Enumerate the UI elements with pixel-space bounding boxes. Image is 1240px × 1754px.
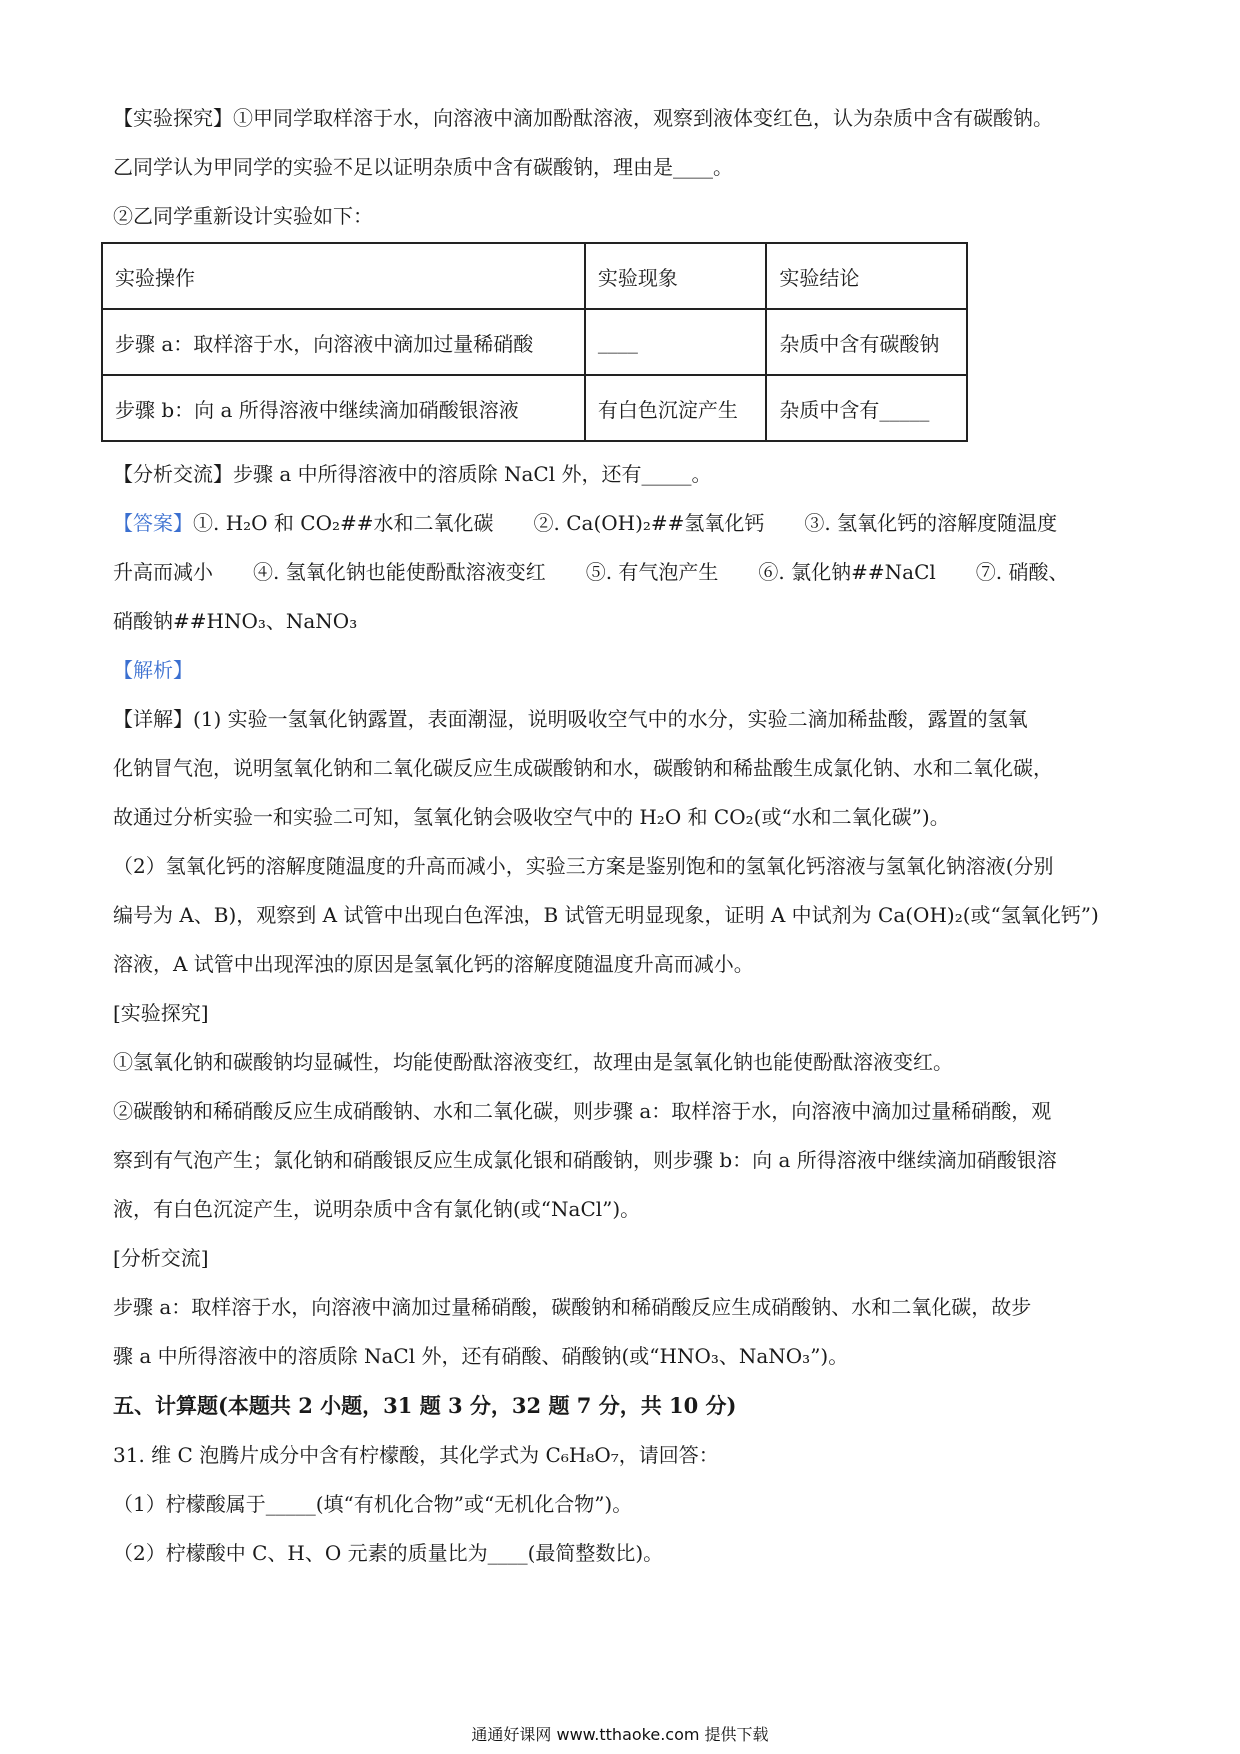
detail-line: 液，有白色沉淀产生，说明杂质中含有氯化钠(或“NaCl”)。 — [113, 1197, 641, 1221]
table-header-cell: 实验结论 — [766, 243, 967, 309]
question-31-part-1: （1）柠檬酸属于_____(填“有机化合物”或“无机化合物”)。 — [113, 1492, 633, 1516]
question-31-part-2: （2）柠檬酸中 C、H、O 元素的质量比为____(最简整数比)。 — [113, 1541, 664, 1565]
detail-line: 骤 a 中所得溶液中的溶质除 NaCl 外，还有硝酸、硝酸钠(或“HNO₃、NaNO₃”)。 — [113, 1344, 849, 1368]
detail-line: [实验探究] — [113, 1001, 209, 1025]
detail-line: [分析交流] — [113, 1246, 209, 1270]
table-header-cell: 实验现象 — [585, 243, 767, 309]
answer-text-1: ①. H₂O 和 CO₂##水和二氧化碳 ②. Ca(OH)₂##氢氧化钙 ③. 氢氧化钙的溶解度随温度 — [193, 511, 1058, 535]
jiexi-label: 【解析】 — [113, 658, 193, 682]
table-cell: ____ — [585, 309, 767, 375]
page-footer: 通通好课网 www.tthaoke.com 提供下载 — [471, 1725, 769, 1744]
detail-line: ①氢氧化钠和碳酸钠均显碱性，均能使酚酞溶液变红，故理由是氢氧化钠也能使酚酞溶液变红。 — [113, 1050, 953, 1074]
table-row — [102, 375, 967, 441]
detail-line: 故通过分析实验一和实验二可知，氢氧化钠会吸收空气中的 H₂O 和 CO₂(或“水和二氧化碳”)。 — [113, 805, 950, 829]
answer-line-2: 升高而减小 ④. 氢氧化钠也能使酚酞溶液变红 ⑤. 有气泡产生 ⑥. 氯化钠##NaCl ⑦. 硝酸、 — [113, 560, 1069, 584]
table-cell: 杂质中含有碳酸钠 — [766, 309, 967, 375]
detail-line: 步骤 a：取样溶于水，向溶液中滴加过量稀硝酸，碳酸钠和稀硝酸反应生成硝酸钠、水和二氧化碳，故步 — [113, 1295, 1032, 1319]
detail-line: 编号为 A、B)，观察到 A 试管中出现白色浑浊，B 试管无明显现象，证明 A 中试剂为 Ca(OH)₂(或“氢氧化钙”) — [113, 903, 1099, 927]
answer-label: 【答案】 — [113, 511, 193, 535]
detail-line: 【详解】(1) 实验一氢氧化钠露置，表面潮湿，说明吸收空气中的水分，实验二滴加稀盐酸，露置的氢氧 — [113, 707, 1028, 731]
question-31-stem: 31. 维 C 泡腾片成分中含有柠檬酸，其化学式为 C₆H₈O₇，请回答： — [113, 1443, 719, 1467]
table-row — [102, 309, 967, 375]
detail-line: 化钠冒气泡，说明氢氧化钠和二氧化碳反应生成碳酸钠和水，碳酸钠和稀盐酸生成氯化钠、水和二氧化碳， — [113, 756, 1053, 780]
experiment-line-2: 乙同学认为甲同学的实验不足以证明杂质中含有碳酸钠，理由是____。 — [113, 155, 733, 179]
experiment-line-3: ②乙同学重新设计实验如下： — [113, 204, 373, 228]
detail-line: （2）氢氧化钙的溶解度随温度的升高而减小，实验三方案是鉴别饱和的氢氧化钙溶液与氢氧化钠溶液(分别 — [113, 854, 1054, 878]
table-header-row — [102, 243, 967, 309]
experiment-table — [101, 242, 968, 442]
answer-line-1 — [113, 508, 1130, 538]
table-cell: 步骤 b：向 a 所得溶液中继续滴加硝酸银溶液 — [102, 375, 585, 441]
table-cell: 有白色沉淀产生 — [585, 375, 767, 441]
answer-line-3: 硝酸钠##HNO₃、NaNO₃ — [113, 609, 358, 633]
detail-line: 溶液，A 试管中出现浑浊的原因是氢氧化钙的溶解度随温度升高而减小。 — [113, 952, 754, 976]
table-cell: 杂质中含有_____ — [766, 375, 967, 441]
experiment-line-1: 【实验探究】①甲同学取样溶于水，向溶液中滴加酚酞溶液，观察到液体变红色，认为杂质中含有碳酸钠。 — [113, 106, 1053, 130]
analysis-question: 【分析交流】步骤 a 中所得溶液中的溶质除 NaCl 外，还有_____。 — [113, 462, 712, 486]
table-header-cell: 实验操作 — [102, 243, 585, 309]
table-cell: 步骤 a：取样溶于水，向溶液中滴加过量稀硝酸 — [102, 309, 585, 375]
section-heading: 五、计算题(本题共 2 小题，31 题 3 分，32 题 7 分，共 10 分) — [113, 1393, 737, 1418]
detail-line: 察到有气泡产生；氯化钠和硝酸银反应生成氯化银和硝酸钠，则步骤 b：向 a 所得溶液中继续滴加硝酸银溶 — [113, 1148, 1057, 1172]
detail-line: ②碳酸钠和稀硝酸反应生成硝酸钠、水和二氧化碳，则步骤 a：取样溶于水，向溶液中滴加过量稀硝酸，观 — [113, 1099, 1052, 1123]
